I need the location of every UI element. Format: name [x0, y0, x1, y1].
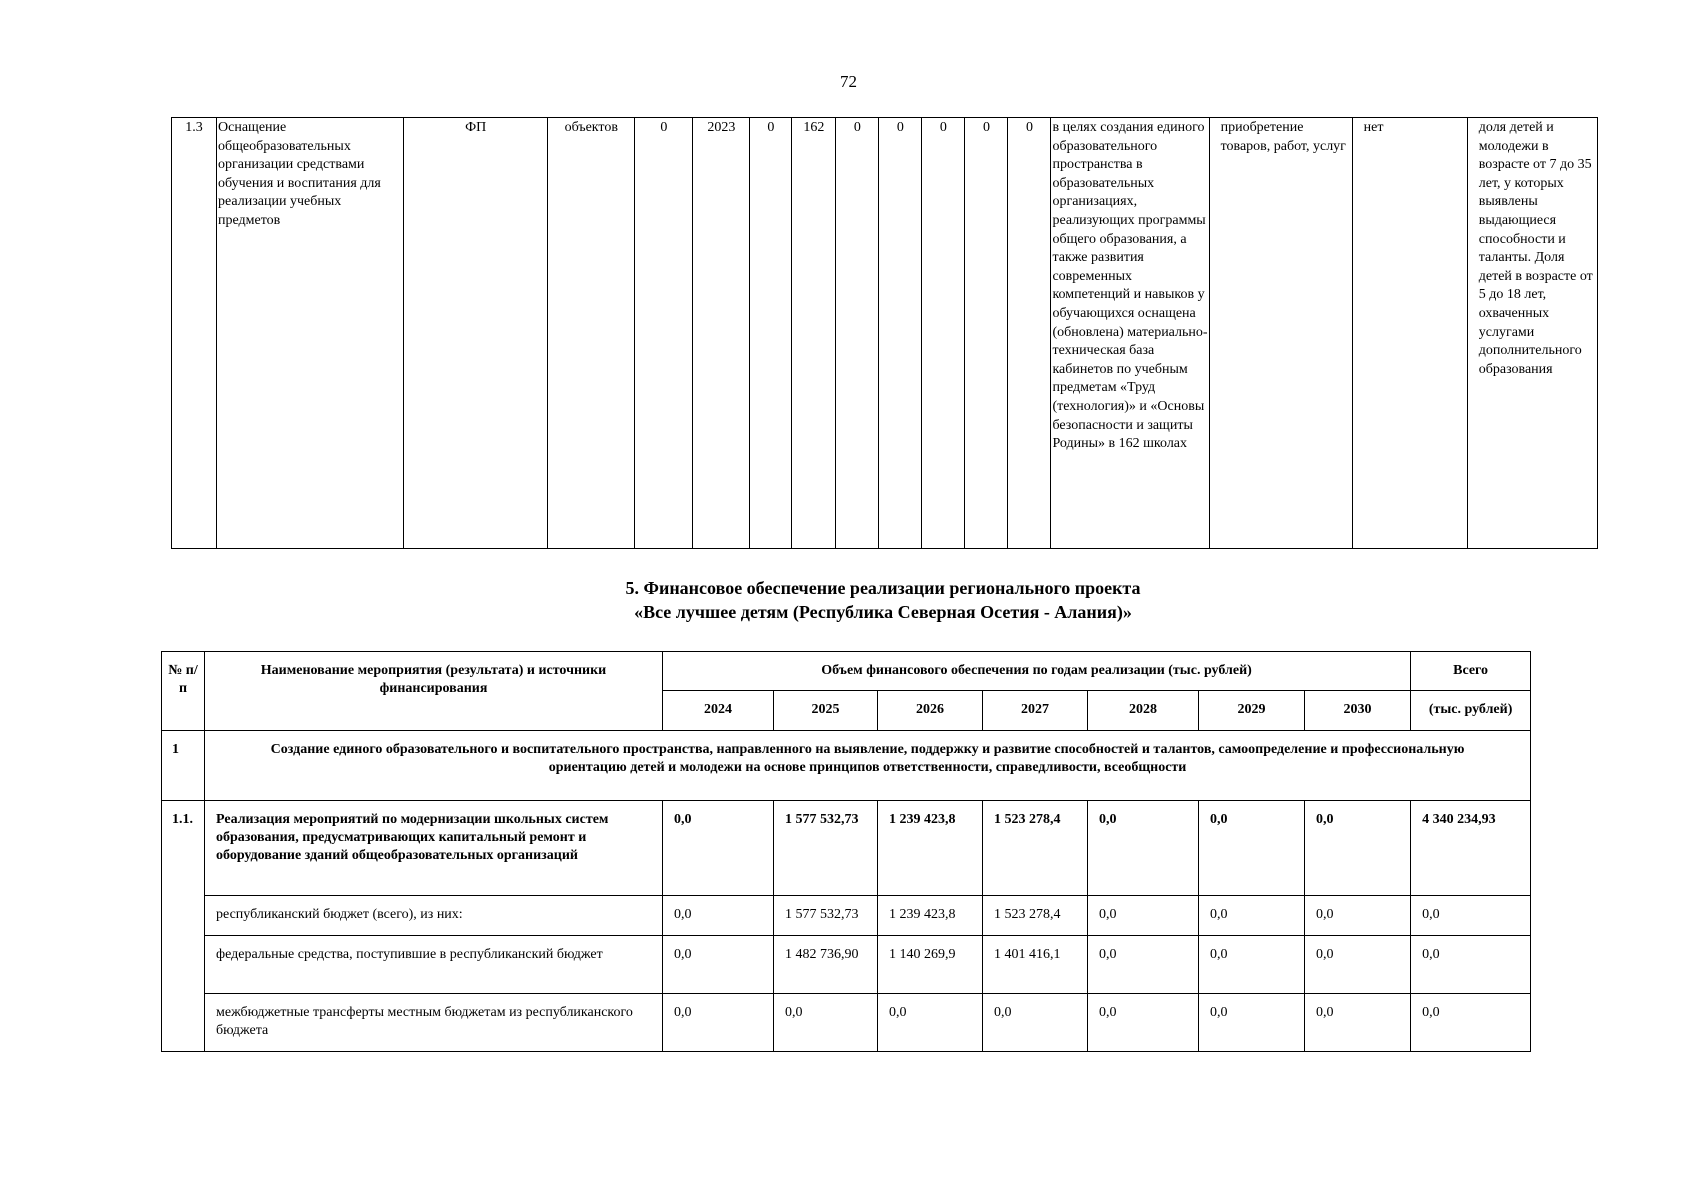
value-2026: 1 239 423,8 [878, 801, 983, 896]
result-name: Оснащение общеобразовательных организации средствами обучения и воспитания для реализации учебных предметов [217, 118, 404, 549]
result-type: ФП [404, 118, 548, 549]
results-table [171, 117, 1598, 549]
value-2029: 0,0 [1199, 936, 1305, 994]
value-2027: 1 523 278,4 [983, 896, 1088, 936]
row-number: 1.3 [172, 118, 217, 549]
value-2027: 0 [879, 118, 922, 549]
indicators: доля детей и молодежи в возрасте от 7 до 35 лет, у которых выявлены выдающиеся способности и таланты. Доля детей в возрасте от 5 до 18 лет, охваченных услугами дополнительного образования [1467, 118, 1597, 549]
value-2026: 0,0 [878, 994, 983, 1052]
header-year: 2027 [983, 691, 1088, 731]
table-row [162, 896, 1531, 936]
value-2029: 0,0 [1199, 801, 1305, 896]
row-name: федеральные средства, поступившие в республиканский бюджет [205, 936, 663, 994]
value-2030: 0 [1008, 118, 1051, 549]
value-2029: 0,0 [1199, 994, 1305, 1052]
header-row [162, 652, 1531, 691]
value-2024: 0,0 [663, 936, 774, 994]
header-total: Всего [1411, 652, 1531, 691]
value-2024: 0 [750, 118, 792, 549]
result-kind: приобретение товаров, работ, услуг [1209, 118, 1352, 549]
row-name: республиканский бюджет (всего), из них: [205, 896, 663, 936]
header-year: 2028 [1088, 691, 1199, 731]
header-name: Наименование мероприятия (результата) и источники финансирования [205, 652, 663, 731]
table-row [162, 801, 1531, 896]
table-row [162, 994, 1531, 1052]
header-num: № п/п [162, 652, 205, 731]
base-year: 2023 [693, 118, 750, 549]
row-name: межбюджетные трансферты местным бюджетам из республиканского бюджета [205, 994, 663, 1052]
value-2027: 0,0 [983, 994, 1088, 1052]
value-2030: 0,0 [1305, 896, 1411, 936]
value-2029: 0 [965, 118, 1008, 549]
section-title-line2: «Все лучшее детям (Республика Северная Осетия - Алания)» [634, 602, 1132, 622]
value-2028: 0,0 [1088, 896, 1199, 936]
header-year: 2030 [1305, 691, 1411, 731]
base-value: 0 [635, 118, 693, 549]
value-2025: 162 [792, 118, 836, 549]
row-num: 1.1. [162, 801, 205, 1052]
result-characteristic: в целях создания единого образовательного пространства в образовательных организациях, реализующих программы общего образования, а также развития современных компетенций и навыков у обучающихся оснащена (обновлена) материально-техническая база кабинетов по учебным предметам «Труд (технология)» и «Основы безопасности и защиты Родины» в 162 школах [1051, 118, 1209, 549]
table-row [162, 936, 1531, 994]
header-year: 2029 [1199, 691, 1305, 731]
page-number: 72 [840, 72, 857, 91]
finance-table [161, 651, 1531, 1052]
header-year: 2025 [774, 691, 878, 731]
value-total: 4 340 234,93 [1411, 801, 1531, 896]
value-2028: 0,0 [1088, 936, 1199, 994]
value-total: 0,0 [1411, 994, 1531, 1052]
value-2026: 1 140 269,9 [878, 936, 983, 994]
value-total: 0,0 [1411, 936, 1531, 994]
value-2025: 1 577 532,73 [774, 896, 878, 936]
value-2026: 1 239 423,8 [878, 896, 983, 936]
value-2030: 0,0 [1305, 801, 1411, 896]
value-total: 0,0 [1411, 896, 1531, 936]
value-2026: 0 [836, 118, 879, 549]
row-name: Реализация мероприятий по модернизации школьных систем образования, предусматривающих капитальный ремонт и оборудование зданий общеобразовательных организаций [205, 801, 663, 896]
value-2027: 1 523 278,4 [983, 801, 1088, 896]
value-2030: 0,0 [1305, 936, 1411, 994]
value-2028: 0,0 [1088, 801, 1199, 896]
value-2025: 1 577 532,73 [774, 801, 878, 896]
header-total-unit: (тыс. рублей) [1411, 691, 1531, 731]
flag: нет [1352, 118, 1467, 549]
value-2025: 0,0 [774, 994, 878, 1052]
header-year: 2026 [878, 691, 983, 731]
header-year: 2024 [663, 691, 774, 731]
task-num: 1 [162, 731, 205, 801]
section-title [0, 576, 1697, 624]
task-text: Создание единого образовательного и воспитательного пространства, направленного на выявление, поддержку и развитие способностей и талантов, самоопределение и профессиональную ориентацию детей и молодежи на основе принципов ответственности, справедливости, всеобщности [205, 731, 1531, 801]
value-2028: 0,0 [1088, 994, 1199, 1052]
table-row [172, 118, 1598, 549]
value-2029: 0,0 [1199, 896, 1305, 936]
value-2027: 1 401 416,1 [983, 936, 1088, 994]
value-2024: 0,0 [663, 994, 774, 1052]
value-2030: 0,0 [1305, 994, 1411, 1052]
value-2024: 0,0 [663, 896, 774, 936]
section-title-line1: 5. Финансовое обеспечение реализации регионального проекта [625, 578, 1141, 598]
value-2025: 1 482 736,90 [774, 936, 878, 994]
header-volume: Объем финансового обеспечения по годам реализации (тыс. рублей) [663, 652, 1411, 691]
unit: объектов [548, 118, 635, 549]
value-2024: 0,0 [663, 801, 774, 896]
value-2028: 0 [922, 118, 965, 549]
task-row [162, 731, 1531, 801]
